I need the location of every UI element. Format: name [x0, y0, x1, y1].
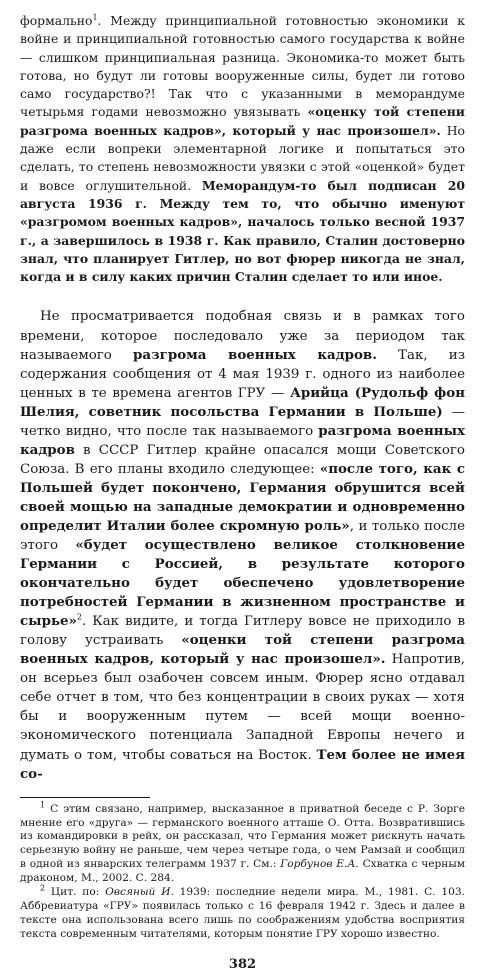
bold-text-run: Арийца (Рудольф фон Шелия, советник посольства Германии в Польше): [20, 384, 465, 420]
bold-text-run: разгрома военных кадров: [20, 422, 466, 458]
bold-text-run: «оценку той степени разгрома военных кадров», который у нас произошел».: [20, 104, 465, 138]
paragraph-1: [20, 12, 465, 286]
footnote-2: [20, 883, 466, 942]
bold-text-run: разгрома военных кадров.: [133, 346, 377, 363]
text-run: формально: [20, 13, 93, 28]
text-run: . Как видите, и тогда Гитлеру вовсе не приходило в голову устраивать: [20, 614, 465, 649]
footnote-ref-2[interactable]: 2: [76, 612, 83, 622]
footnote-text: Схватка с черным драконом, М., 2002. С. 284.: [20, 858, 465, 885]
footnote-number: 1: [40, 800, 46, 810]
page-number: 382: [228, 956, 257, 972]
text-run: Так, из содержания сообщения от 4 мая 1939 г. одного из наиболее ценных в те времена агентов ГРУ —: [20, 347, 465, 401]
footnote-1: [20, 800, 465, 886]
text-run: . Между принципиальной готовностью экономики к войне и принципиальной готовностью самого государства к войне — слишком принципиальная разница. Экономика-то может быть готова, но будут ли готовы вооруженные силы, будет ли готово само государство?! Так что с указанными в меморандуме четырьмя годами невозможно увязывать: [20, 13, 465, 120]
text-run: — четко видно, что после так называемого: [20, 404, 465, 439]
bold-text-run: «после того, как с Польшей будет покончено, Германия обрушится всей своей мощью на западные демократии и одновременно определит Италии более скромную роль»: [20, 460, 465, 534]
footnote-text: Цит. по:: [45, 886, 106, 899]
bold-text-run: Меморандум-то был подписан 20 августа 1936 г. Между тем то, что обычно именуют «разгромом военных кадров», началось только весной 1937 г., а завершилось в 1938 г. Как правило, Сталин достоверно знал, что планирует Гитлер, но вот фюрер никогда не знал, когда и в силу каких причин Сталин сделает то или иное.: [20, 177, 465, 285]
text-run: Но даже если вопреки элементарной логике и попытаться это сделать, то степень невозможности увязки с этой «оценкой» будет и вовсе оглушительной.: [20, 122, 465, 193]
text-run: в СССР Гитлер крайне опасался мощи Советского Союза. В его планы входило следующее:: [20, 442, 465, 477]
bold-text-run: «оценки той степени разгрома военных кадров, который у нас произошел».: [20, 632, 465, 668]
footnote-text: С этим связано, например, высказанное в приватной беседе с Р. Зорге мнение его «друга» — германского военного атташе О. Отта. Возвратившись из командировки в рейх, он рассказал, что Германия может рискнуть начать серьезную войну не раньше, чем через четыре года, о чем Рамзай и сообщил в одной из январских телеграмм 1937 г. См.:: [20, 802, 465, 871]
footnote-number: 2: [40, 883, 46, 893]
text-run: Напротив, он всерьез был озабочен совсем иным. Фюрер ясно отдавал себе отчет в том, что без концентрации в своих руках — хотя бы и вооруженным путем — всей мощи военно-экономического потенциала Западной Европы нечего и думать о том, чтобы соваться на Восток.: [20, 652, 466, 763]
text-run: Не просматривается подобная связь и в рамках того времени, которое последовало уже за периодом так называемого: [20, 309, 465, 363]
italic-author: Овсяный И.: [105, 886, 174, 899]
bold-text-run: «будет осуществлено великое столкновение Германии с Россией, в результате которого окончательно будет обеспечено удовлетворение потребностей Германии в жизненном пространстве и сырье»: [20, 537, 465, 630]
paragraph-2: [20, 307, 465, 783]
footnote-text: 1939: последние недели мира. М., 1981. С. 103. Аббревиатура «ГРУ» появилась только с 16 февраля 1942 г. Здесь и далее в тексте она использована всего лишь по соображениям удобства восприятия текста современным читателями, которым понятие ГРУ хорошо известно.: [20, 886, 466, 940]
footnote-divider: [20, 797, 150, 798]
italic-author: Горбунов Е.А.: [280, 858, 359, 871]
footnote-ref-1[interactable]: 1: [92, 12, 98, 22]
text-run: , и только после этого: [20, 518, 465, 554]
bold-text-run: Тем более не имея со-: [20, 746, 465, 782]
